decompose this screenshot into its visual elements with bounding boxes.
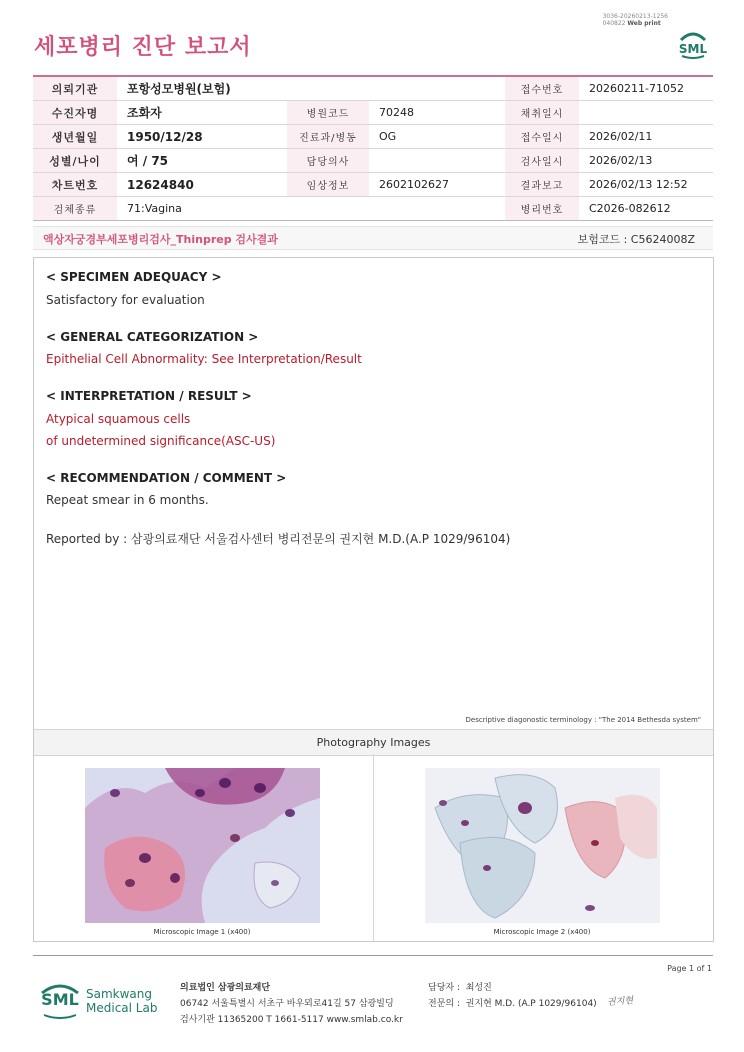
category-heading: < GENERAL CATEGORIZATION >: [46, 330, 259, 344]
pathology-no-value: C2026-082612: [579, 197, 713, 221]
recommendation-heading: < RECOMMENDATION / COMMENT >: [46, 471, 287, 485]
recommendation-text: Repeat smear in 6 months.: [46, 493, 209, 507]
photo-heading: Photography Images: [34, 729, 713, 756]
insurance-code: 보험코드 : C5624008Z: [577, 233, 695, 246]
microscopic-image-1: [85, 768, 320, 923]
print-code-line1: 3036-20260213-1256: [602, 13, 668, 20]
info-row: [33, 197, 713, 221]
dept-value: OG: [369, 125, 505, 149]
print-label: Web print: [627, 20, 661, 27]
adequacy-heading: < SPECIMEN ADEQUACY >: [46, 270, 222, 284]
receipt-date-label: 접수일시: [505, 125, 579, 149]
interpretation-line1: Atypical squamous cells: [46, 412, 191, 426]
svg-text:SML: SML: [678, 42, 708, 56]
photo-divider: [373, 754, 374, 941]
receipt-no-label: 접수번호: [505, 76, 579, 101]
photo-caption-2: Microscopic Image 2 (x400): [493, 928, 591, 936]
footer-organization: [180, 980, 403, 1028]
receipt-date-value: 2026/02/11: [579, 125, 713, 149]
footer-divider: [33, 955, 713, 956]
staff-label: 담당자 :: [428, 983, 460, 993]
patient-value: 조화자: [117, 101, 287, 125]
org-name: 의료법인 삼광의료재단: [180, 983, 271, 993]
birth-label: 생년월일: [33, 125, 117, 149]
exam-date-value: 2026/02/13: [579, 149, 713, 173]
result-box: [33, 257, 714, 942]
staff-name: 최성진: [465, 983, 492, 993]
collect-date-label: 채취일시: [505, 101, 579, 125]
logo-text: SML: [41, 990, 79, 1009]
specialist-label: 전문의 :: [428, 999, 460, 1009]
adequacy-text: Satisfactory for evaluation: [46, 293, 205, 307]
doctor-value: [369, 149, 505, 173]
pathology-no-label: 병리번호: [505, 197, 579, 221]
org-contact: 검사기관 11365200 T 1661-5117 www.smlab.co.kr: [180, 1015, 403, 1025]
logo-name-line1: Samkwang: [86, 987, 152, 1001]
collect-date-value: [579, 101, 713, 125]
print-code: [603, 13, 668, 27]
report-title: 세포병리 진단 보고서: [34, 35, 252, 60]
org-address: 06742 서울특별시 서초구 바우뫼로41길 57 삼광빌딩: [180, 999, 394, 1009]
sml-logo-icon: [674, 26, 712, 60]
hospital-code-label: 병원코드: [287, 101, 369, 125]
reported-by: Reported by : 삼광의료재단 서울검사센터 병리전문의 권지현 M.D.(A.P 1029/96104): [46, 532, 511, 546]
clinical-value: 2602102627: [369, 173, 505, 197]
signature: 권지현: [606, 996, 634, 1008]
result-date-value: 2026/02/13 12:52: [579, 173, 713, 197]
info-row: [33, 101, 713, 125]
logo-name: [86, 987, 157, 1015]
photo-caption-1: Microscopic Image 1 (x400): [153, 928, 251, 936]
dept-label: 진료과/병동: [287, 125, 369, 149]
exam-name: 액상자궁경부세포병리검사_Thinprep 검사결과: [43, 233, 278, 246]
chart-label: 차트번호: [33, 173, 117, 197]
exam-date-label: 검사일시: [505, 149, 579, 173]
patient-info-table: [33, 75, 713, 221]
footer-staff: [428, 980, 597, 1012]
specimen-label: 검체종류: [33, 197, 117, 221]
chart-value: 12624840: [117, 173, 287, 197]
sex-age-label: 성별/나이: [33, 149, 117, 173]
info-row: [33, 125, 713, 149]
interpretation-heading: < INTERPRETATION / RESULT >: [46, 389, 252, 403]
microscopic-image-2: [425, 768, 660, 923]
info-row: [33, 76, 713, 101]
exam-bar: [33, 226, 713, 250]
print-code-line2: 040822: [602, 20, 626, 27]
terminology-note: Descriptive diagonostic terminology : "The 2014 Bethesda system": [465, 716, 701, 724]
patient-label: 수진자명: [33, 101, 117, 125]
info-row: [33, 173, 713, 197]
sex-age-value: 여 / 75: [117, 149, 287, 173]
client-label: 의뢰기관: [33, 76, 117, 101]
client-value: 포항성모병원(보험): [117, 76, 505, 101]
receipt-no-value: 20260211-71052: [579, 76, 713, 101]
clinical-label: 임상정보: [287, 173, 369, 197]
specimen-value: 71:Vagina: [117, 197, 505, 221]
page-number: Page 1 of 1: [667, 964, 712, 973]
info-row: [33, 149, 713, 173]
category-text: Epithelial Cell Abnormality: See Interpretation/Result: [46, 352, 362, 366]
interpretation-line2: of undetermined significance(ASC-US): [46, 434, 276, 448]
logo-name-line2: Medical Lab: [86, 1001, 158, 1015]
hospital-code-value: 70248: [369, 101, 505, 125]
birth-value: 1950/12/28: [117, 125, 287, 149]
doctor-label: 담당의사: [287, 149, 369, 173]
specialist-name: 권지현 M.D. (A.P 1029/96104): [465, 999, 597, 1009]
result-date-label: 결과보고: [505, 173, 579, 197]
